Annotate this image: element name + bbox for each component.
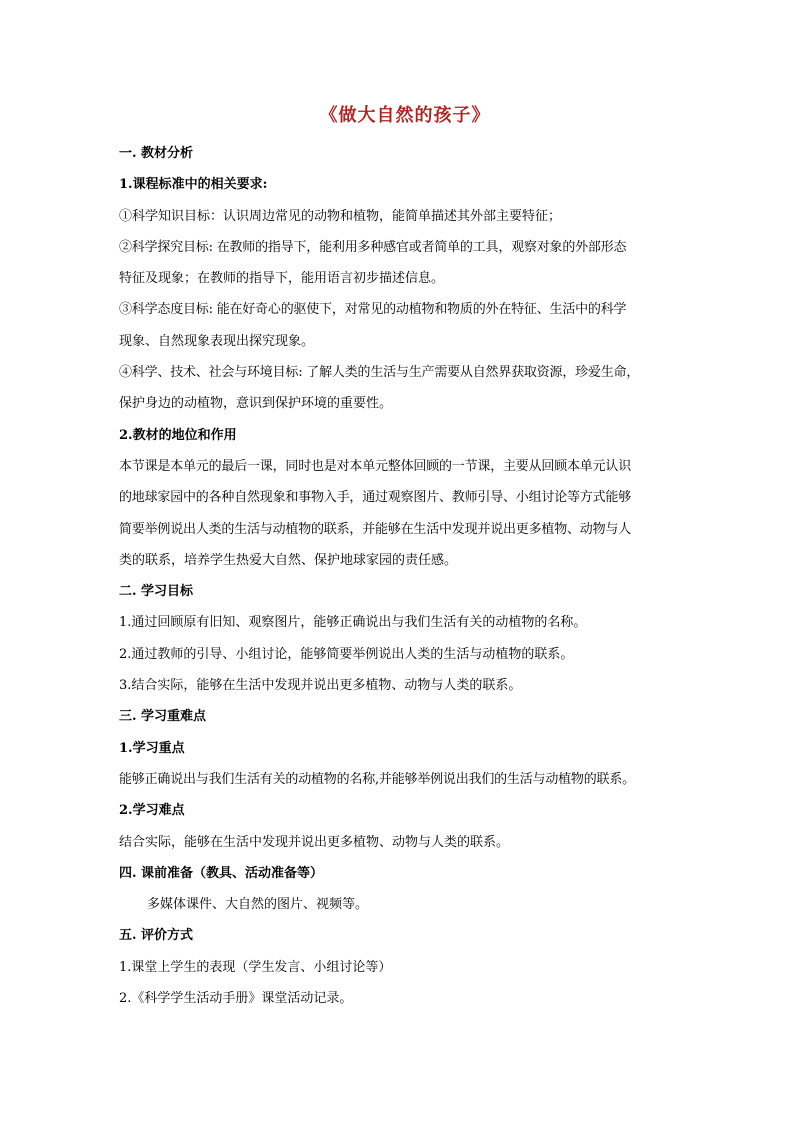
list-item: 2.《科学学生活动手册》课堂活动记录。 (119, 991, 353, 1007)
paragraph-line: 简要举例说出人类的生活与动植物的联系，并能够在生活中发现并说出更多植物、动物与人 (119, 521, 632, 537)
paragraph-line: ①科学知识目标：认识周边常见的动物和植物，能简单描述其外部主要特征； (119, 208, 562, 224)
paragraph-line: ④科学、技术、社会与环境目标: 了解人类的生活与生产需要从自然界获取资源，珍爱生命， (119, 365, 640, 381)
paragraph-line: 多媒体课件、大自然的图片、视频等。 (147, 897, 369, 913)
subsection-heading-1-2: 2.教材的地位和作用 (119, 427, 237, 443)
section-heading-2: 二. 学习目标 (119, 584, 194, 600)
list-item: 1.课堂上学生的表现（学生发言、小组讨论等） (119, 959, 392, 975)
paragraph-line: ③科学态度目标: 能在好奇心的驱使下，对常见的动植物和物质的外在特征、生活中的科学 (119, 302, 627, 318)
section-heading-1: 一. 教材分析 (119, 146, 194, 161)
list-item: 2.通过教师的引导、小组讨论，能够简要举例说出人类的生活与动植物的联系。 (119, 646, 574, 662)
paragraph-line: 特征及现象；在教师的指导下，能用语言初步描述信息。 (119, 271, 445, 287)
subsection-heading-1-1: 1.课程标准中的相关要求: (119, 177, 268, 193)
paragraph-line: 类的联系，培养学生热爱大自然、保护地球家园的责任感。 (119, 552, 458, 568)
document-page (119, 104, 691, 1014)
paragraph-line: 结合实际，能够在生活中发现并说出更多植物、动物与人类的联系。 (119, 834, 510, 850)
paragraph-line: 现象、自然现象表现出探究现象。 (119, 333, 315, 349)
list-item: 3.结合实际，能够在生活中发现并说出更多植物、动物与人类的联系。 (119, 678, 522, 694)
paragraph-line: 的地球家园中的各种自然现象和事物入手，通过观察图片、教师引导、小组讨论等方式能够 (119, 490, 632, 506)
section-heading-3: 三. 学习重难点 (119, 709, 207, 725)
subsection-heading-3-1: 1.学习重点 (119, 740, 185, 756)
subsection-heading-3-2: 2.学习难点 (119, 803, 185, 819)
paragraph-line: 保护身边的动植物，意识到保护环境的重要性。 (119, 396, 393, 412)
list-item: 1.通过回顾原有旧知、观察图片，能够正确说出与我们生活有关的动植物的名称。 (119, 615, 587, 631)
paragraph-line: ②科学探究目标: 在教师的指导下，能利用多种感官或者简单的工具，观察对象的外部形态 (119, 239, 627, 255)
document-title: 《做大自然的孩子》 (319, 105, 491, 126)
paragraph-line: 本节课是本单元的最后一课，同时也是对本单元整体回顾的一节课，主要从回顾本单元认识 (119, 458, 632, 474)
paragraph-line: 能够正确说出与我们生活有关的动植物的名称,并能够举例说出我们的生活与动植物的联系。 (119, 771, 635, 787)
section-heading-5: 五. 评价方式 (119, 928, 194, 944)
section-heading-4: 四. 课前准备（教具、活动准备等） (119, 865, 324, 881)
